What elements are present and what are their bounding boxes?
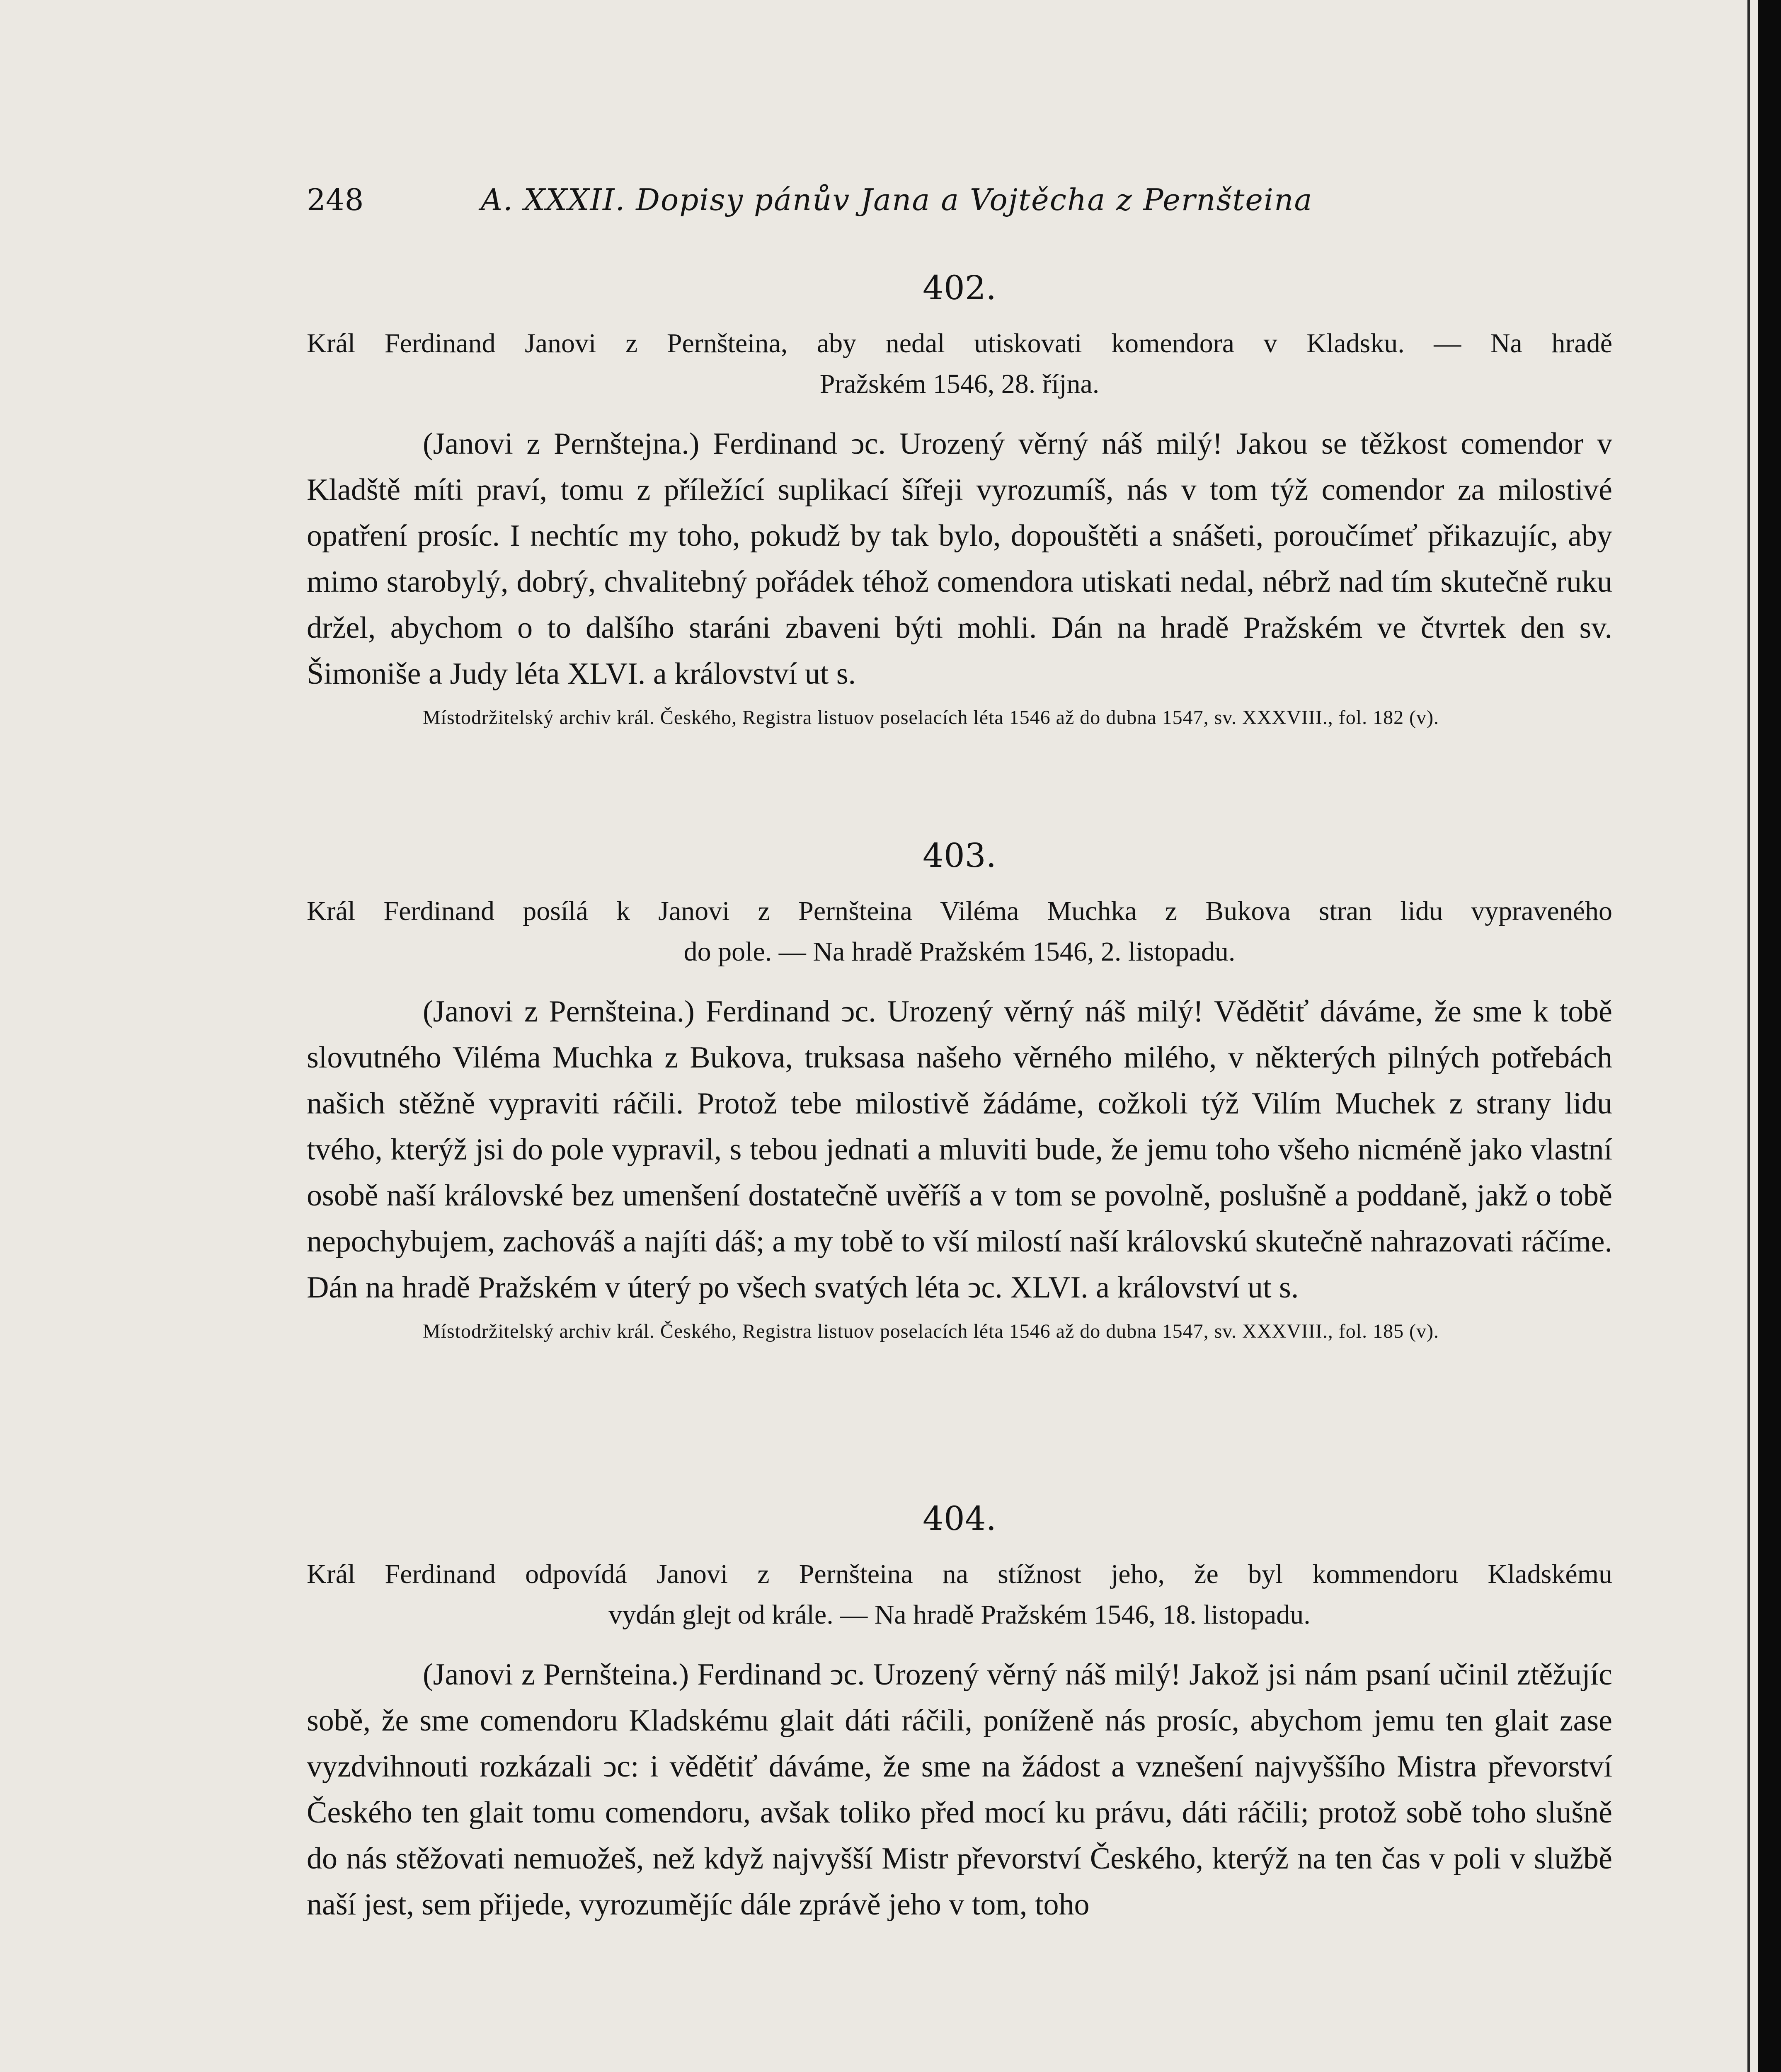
summary-line: vydán glejt od krále. — Na hradě Pražském 1546, 18. listopadu.: [608, 1600, 1311, 1630]
running-title: A. XXXII. Dopisy pánův Jana a Vojtěcha z Pernšteina: [481, 182, 1313, 217]
letter-entry-402: [307, 265, 1612, 733]
summary-line: do pole. — Na hradě Pražském 1546, 2. listopadu.: [683, 937, 1236, 967]
letter-text: (Janovi z Pernšteina.) Ferdinand ↄc. Urozený věrný náš milý! Jakož jsi nám psaní učinil ztěžujíc sobě, že sme comendoru Kladskému glait dáti ráčili, poníženě nás prosíc, abychom jemu ten glait zase vyzdvihnouti rozkázali ↄc: i vědětiť dáváme, že sme na žádost a vznešení najvyššího Mistra převorství Českého ten glait tomu comendoru, avšak toliko před mocí ku právu, dáti ráčili; protož sobě toho slušně do nás stěžovati nemuožeš, než když najvyšší Mistr převorství Českého, kterýž na ten čas v poli v službě naší jest, sem přijede, vyrozumějíc dále zprávě jeho v tom, toho: [307, 1658, 1612, 1922]
entry-number: 403.: [922, 836, 997, 875]
letter-text: (Janovi z Pernšteina.) Ferdinand ↄc. Urozený věrný náš milý! Vědětiť dáváme, že sme k tobě slovutného Viléma Muchka z Bukova, truksasa našeho věrného milého, v některých pilných potřebách našich stěžně vypraviti ráčili. Protož tebe milostivě žádáme, cožkoli týž Vilím Muchek z strany lidu tvého, kterýž jsi do pole vypravil, s tebou jednati a mluviti bude, že jemu toho všeho nicméně jako vlastní osobě naší královské bez umenšení dostatečně uvěříš a v tom se povolně, poslušně a poddaně, jakž o tobě nepochybujem, zachováš a najíti dáš; a my tobě to vší milostí naší královskú skutečně nahrazovati ráčíme. Dán na hradě Pražském v úterý po všech svatých léta ↄc. XLVI. a království ut s.: [307, 995, 1612, 1305]
letter-entry-404: [307, 1496, 1612, 1934]
archival-source: Místodržitelský archiv král. Českého, Registra listuov poselacích léta 1546 až do dubna 1547, sv. XXXVIII., fol. 182 (v).: [423, 707, 1439, 729]
entry-number: 404.: [922, 1499, 997, 1538]
archival-source: Místodržitelský archiv král. Českého, Registra listuov poselacích léta 1546 až do dubna 1547, sv. XXXVIII., fol. 185 (v).: [423, 1320, 1439, 1342]
summary-line: Pražském 1546, 28. října.: [819, 369, 1100, 399]
letter-entry-403: [307, 833, 1612, 1346]
summary-line: Král Ferdinand posílá k Janovi z Pernšteina Viléma Muchka z Bukova stran lidu vypraveného: [307, 896, 1612, 926]
entry-summary: [307, 891, 1612, 972]
page-header: [307, 182, 1612, 224]
entry-summary: [307, 1554, 1612, 1635]
entry-number: 402.: [922, 269, 997, 307]
summary-line: Král Ferdinand Janovi z Pernšteina, aby nedal utiskovati komendora v Kladsku. — Na hradě: [307, 328, 1612, 358]
scan-dark-edge: [1758, 0, 1781, 2072]
letter-text: (Janovi z Pernštejna.) Ferdinand ↄc. Urozený věrný náš milý! Jakou se těžkost comendor v Kladště míti praví, tomu z příležící suplikací šířeji vyrozumíš, nás v tom týž comendor za milostivé opatření prosíc. I nechtíc my toho, pokudž by tak bylo, dopouštěti a snášeti, poroučímeť přikazujíc, aby mimo starobylý, dobrý, chvalitebný pořádek téhož comendora utiskati nedal, nébrž nad tím skutečně ruku držel, abychom o to dalšího staráni zbaveni býti mohli. Dán na hradě Pražském ve čtvrtek den sv. Šimoniše a Judy léta XLVI. a království ut s.: [307, 427, 1612, 691]
entry-summary: [307, 323, 1612, 404]
summary-line: Král Ferdinand odpovídá Janovi z Pernšteina na stížnost jeho, že byl kommendoru Kladskému: [307, 1559, 1612, 1589]
page-number: 248: [307, 182, 364, 217]
